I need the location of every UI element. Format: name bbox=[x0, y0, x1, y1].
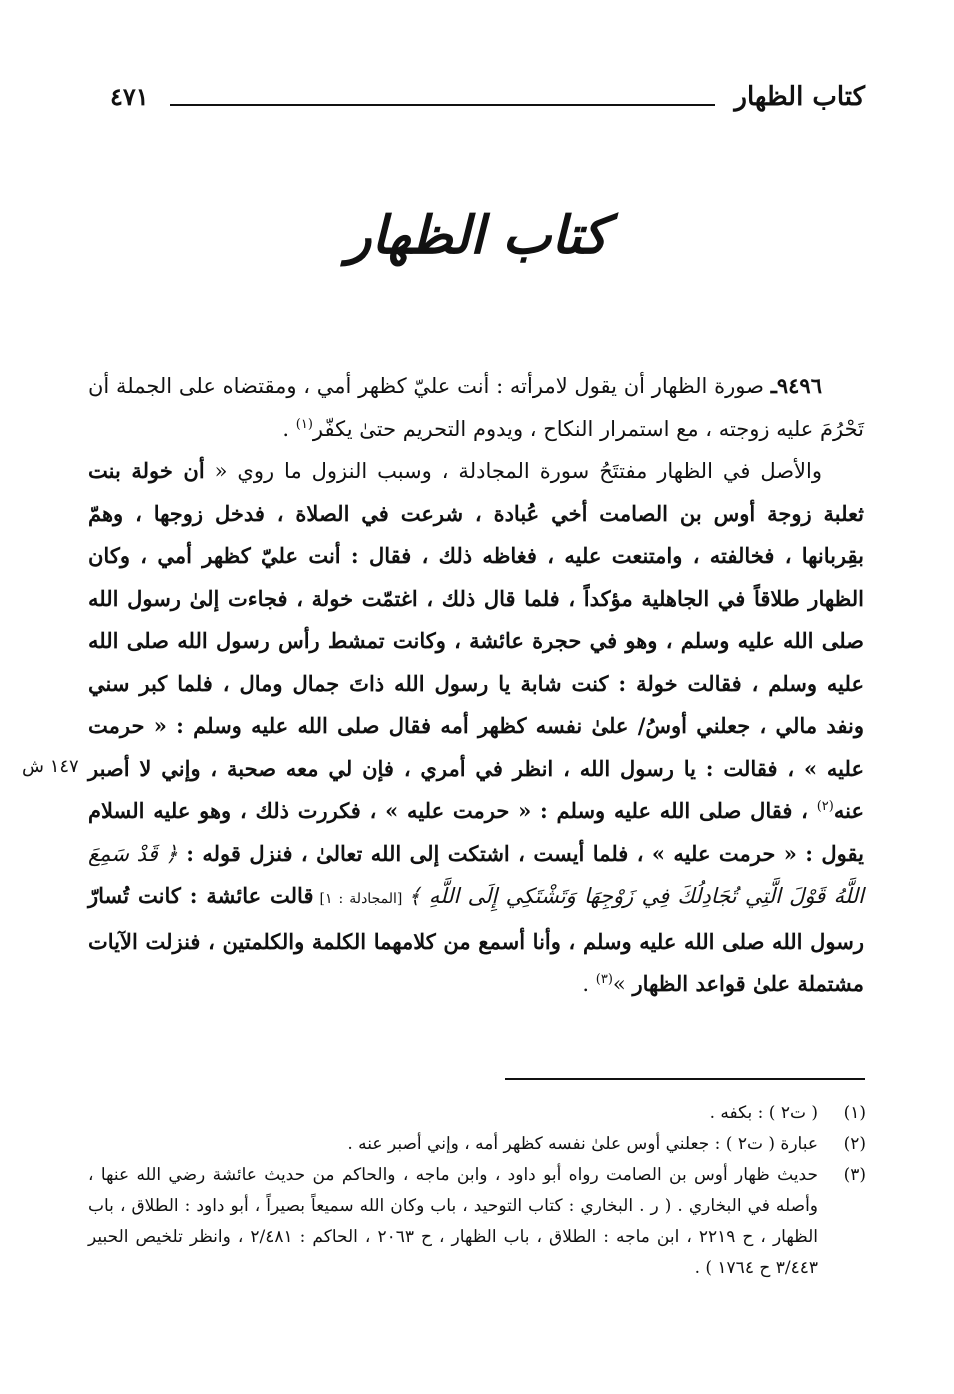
quran-verse: ﴿ قَدْ سَمِعَ اللَّهُ قَوْلَ الَّتِي تُجَادِلُكَ فِي زَوْجِهَا وَتَشْتَكِي إِلَى اللَّهِ ﴾ bbox=[88, 841, 865, 908]
footnote-ref-2[interactable]: (٢) bbox=[816, 799, 834, 814]
main-text bbox=[88, 365, 864, 1006]
footnote-rule bbox=[505, 1078, 865, 1080]
footnotes bbox=[88, 1098, 866, 1284]
margin-note: ١٤٧ ش bbox=[22, 756, 79, 777]
paragraph-2-end: . bbox=[582, 972, 596, 996]
hadith-text-c: قالت عائشة : كانت تُسارّ رسول الله صلى الله عليه وسلم ، وأنا أسمع من كلامهما الكلمة والكلمتين ، فنزلت الآيات مشتملة علىٰ قواعد الظهار bbox=[88, 883, 864, 996]
paragraph-1 bbox=[88, 365, 864, 450]
footnote-number: (٢) bbox=[843, 1134, 866, 1154]
paragraph-1-end: . bbox=[282, 416, 296, 441]
paragraph-1-text: صورة الظهار أن يقول لامرأته : أنت عليّ كظهر أمي ، ومقتضاه على الجملة أن تَحْرُمَ عليه زوجته ، مع استمرار النكاح ، ويدوم التحريم حتىٰ يكفّر bbox=[88, 374, 864, 441]
footnote-2 bbox=[88, 1129, 866, 1160]
page-header bbox=[110, 82, 865, 118]
footnote-number: (١) bbox=[843, 1103, 866, 1123]
hadith-text-b: ، فقال صلى الله عليه وسلم : « حرمت عليه » ، فكررت ذلك ، وهو عليه السلام يقول : « حرمت عليه » ، فلما أيست ، اشتكت إلى الله تعالىٰ ، فنزل قوله : bbox=[88, 798, 864, 866]
footnote-3 bbox=[88, 1160, 866, 1284]
footnote-text: ( ت٢ ) : بكفه . bbox=[709, 1103, 818, 1123]
chapter-title: كتاب الظهار bbox=[346, 205, 608, 266]
quran-reference: [المجادلة : ١] bbox=[313, 891, 409, 907]
issue-number: ٩٤٩٦ـ bbox=[770, 373, 822, 398]
hadith-text: أن خولة بنت ثعلبة زوجة أوس بن الصامت أخي عُبادة ، شرعت في الصلاة ، فدخل زوجها ، وهمّ بقِربانها ، فخالفته ، وامتنعت عليه ، فغاظه ذلك ، فقال : أنت عليّ كظهر أمي ، وكان الظهار طلاقاً في الجاهلية مؤكداً ، فلما قال ذلك ، اغتمّت خولة ، فجاءت إلىٰ رسول الله صلى الله عليه وسلم ، وهو في حجرة عائشة ، وكانت تمشط رأس رسول الله صلى الله عليه وسلم ، فقالت خولة : كنت شابة يا رسول الله ذاتَ جمال ومال ، فلما كبر سني ونفد مالي ، جعلني أوسُ/ علىٰ نفسه كظهر أمه فقال صلى الله عليه وسلم : « حرمت عليه » ، فقالت : يا رسول الله ، انظر في أمري ، فإن لي معه صحبة ، وإني لا أصبر عنه bbox=[88, 458, 864, 823]
footnote-number: (٣) bbox=[843, 1165, 866, 1185]
page-number: ٤٧١ bbox=[110, 82, 149, 111]
paragraph-2 bbox=[88, 450, 864, 1006]
hadith-close: » bbox=[612, 972, 633, 996]
paragraph-2-intro: والأصل في الظهار مفتتَحُ سورة المجادلة ، وسبب النزول ما روي « bbox=[204, 459, 823, 483]
footnote-text: حديث ظهار أوس بن الصامت رواه أبو داود ، وابن ماجه ، والحاكم من حديث عائشة رضي الله عنها ، وأصله في البخاري . ( ر . البخاري : كتاب التوحيد ، باب وكان الله سميعاً بصيراً ، أبو داود : الطلاق ، باب الظهار ، ح ٢٢١٩ ، ابن ماجه : الطلاق ، باب الظهار ، ح ٢٠٦٣ ، الحاكم : ٢/٤٨١ ، وانظر تلخيص الحبير ٣/٤٤٣ ح ١٧٦٤ ) . bbox=[88, 1165, 819, 1278]
footnote-ref-3[interactable]: (٣) bbox=[595, 972, 613, 987]
running-title: كتاب الظهار bbox=[734, 82, 865, 112]
footnote-1 bbox=[88, 1098, 866, 1129]
footnote-ref-1[interactable]: (١) bbox=[295, 416, 313, 432]
footnote-text: عبارة ( ت٢ ) : جعلني أوس علىٰ نفسه كظهر أمه ، وإني أصبر عنه . bbox=[347, 1134, 818, 1154]
header-rule bbox=[170, 104, 715, 106]
chapter-title-calligraphy bbox=[0, 205, 954, 266]
